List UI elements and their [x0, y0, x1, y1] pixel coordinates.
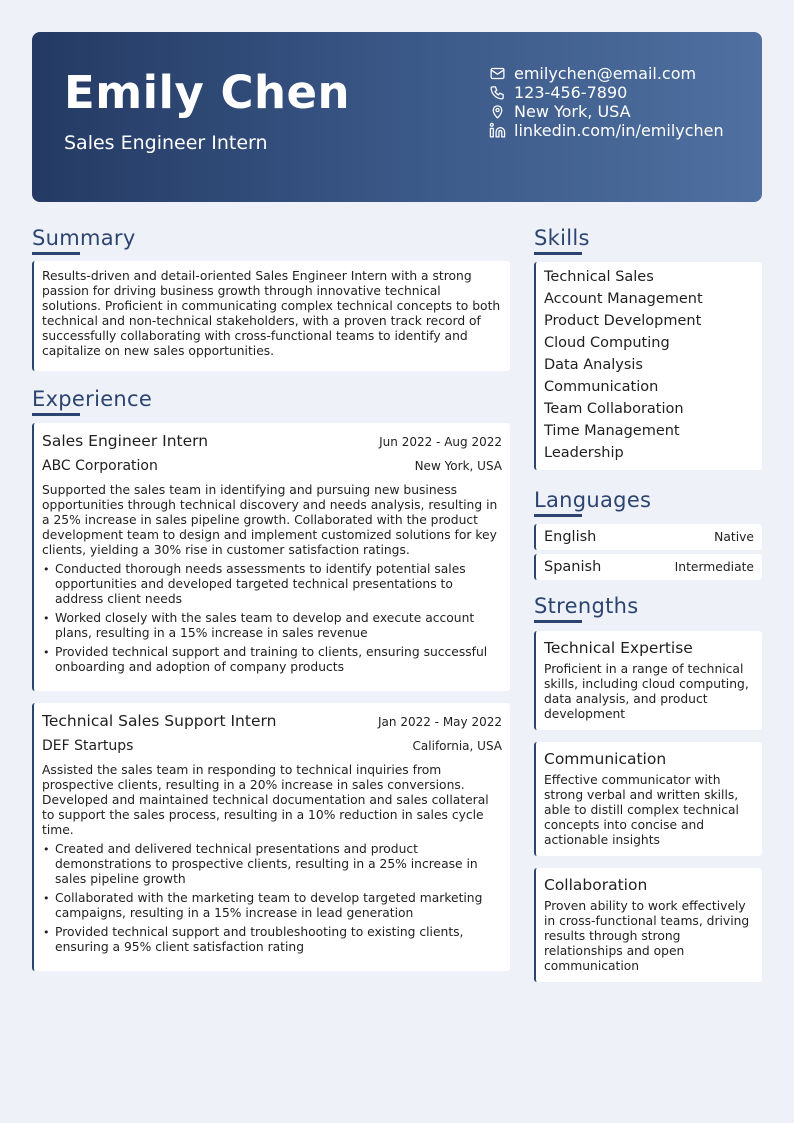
experience-company: ABC Corporation [42, 458, 158, 474]
experience-bullet: • Conducted thorough needs assessments to identify potential sales opportunities and developed targeted technical presentations to address client needs [42, 562, 502, 607]
experience-description: Assisted the sales team in responding to technical inquiries from prospective clients, resulting in a 20% increase in sales conversions. Developed and maintained technical documentation and sales collateral to support the sales process, resulting in a 10% reduction in sales cycle time. [42, 763, 489, 837]
strength-card [534, 742, 762, 856]
map-pin-icon [489, 103, 506, 120]
candidate-name: Emily Chen [64, 66, 351, 119]
contact-phone-text: 123-456-7890 [514, 83, 628, 102]
strength-title: Collaboration [544, 876, 648, 894]
skill-item: Technical Sales [544, 269, 654, 285]
experience-company: DEF Startups [42, 738, 134, 754]
skill-item: Account Management [544, 291, 703, 307]
contact-email[interactable] [489, 64, 724, 83]
experience-location: New York, USA [414, 459, 502, 473]
language-level: Intermediate [674, 560, 754, 574]
contact-linkedin[interactable] [489, 121, 724, 140]
language-name: English [544, 529, 597, 545]
experience-bullet: • Created and delivered technical presentations and product demonstrations to prospective clients, resulting in a 25% increase in sales pipeline growth [42, 842, 502, 887]
summary-card [32, 261, 510, 371]
experience-description: Supported the sales team in identifying and pursuing new business opportunities through technical discovery and needs analysis, resulting in a 25% increase in sales pipeline growth. Collaborated with the product development team to design and implement customized solutions for key clients, yielding a 30% rise in customer satisfaction ratings. [42, 483, 498, 557]
skills-heading: Skills [534, 226, 762, 257]
experience-bullet: • Provided technical support and training to clients, ensuring successful onboarding and adoption of company products [42, 645, 502, 675]
language-name: Spanish [544, 559, 602, 575]
strength-title: Communication [544, 750, 667, 768]
contact-email-text: emilychen@email.com [514, 64, 697, 83]
skills-card [534, 262, 762, 470]
experience-entry [32, 703, 510, 971]
skill-item: Product Development [544, 313, 702, 329]
resume-header [32, 32, 762, 202]
skill-item: Leadership [544, 445, 624, 461]
summary-text: Results-driven and detail-oriented Sales Engineer Intern with a strong passion for driving business growth through innovative technical solutions. Proficient in communicating complex technical concepts to both technical and non-technical stakeholders, with a proven track record of successfully collaborating with cross-functional teams to identify and capitalize on new sales opportunities. [42, 269, 501, 358]
contact-list [489, 64, 724, 140]
language-item [534, 524, 762, 550]
candidate-title: Sales Engineer Intern [64, 132, 268, 154]
experience-role: Sales Engineer Intern [42, 432, 209, 450]
experience-bullet: • Worked closely with the sales team to develop and execute account plans, resulting in a 15% increase in sales revenue [42, 611, 502, 641]
contact-location [489, 102, 724, 121]
strength-title: Technical Expertise [544, 639, 693, 657]
strengths-heading: Strengths [534, 594, 762, 625]
experience-bullets [42, 562, 502, 675]
contact-linkedin-text: linkedin.com/in/emilychen [514, 121, 724, 140]
languages-list [534, 524, 762, 580]
skill-item: Team Collaboration [544, 401, 684, 417]
strength-description: Proficient in a range of technical skills, including cloud computing, data analysis, and product development [544, 662, 749, 721]
experience-bullet: • Provided technical support and troubleshooting to existing clients, ensuring a 95% client satisfaction rating [42, 925, 502, 955]
skill-item: Data Analysis [544, 357, 643, 373]
strength-description: Proven ability to work effectively in cross-functional teams, driving results through strong relationships and open communication [544, 899, 750, 973]
skill-item: Time Management [544, 423, 680, 439]
phone-icon [489, 84, 506, 101]
experience-location: California, USA [412, 739, 502, 753]
summary-heading: Summary [32, 226, 510, 257]
language-level: Native [714, 530, 754, 544]
experience-entry [32, 423, 510, 691]
linkedin-icon [489, 122, 506, 139]
sidebar-column [534, 226, 762, 994]
experience-dates: Jan 2022 - May 2022 [378, 715, 502, 729]
strength-description: Effective communicator with strong verbal and written skills, able to distill complex technical concepts into concise and actionable insights [544, 773, 739, 847]
skill-item: Cloud Computing [544, 335, 670, 351]
skill-item: Communication [544, 379, 659, 395]
strengths-list [534, 631, 762, 982]
experience-heading: Experience [32, 387, 510, 418]
language-item [534, 554, 762, 580]
mail-icon [489, 65, 506, 82]
main-column [32, 226, 510, 971]
contact-location-text: New York, USA [514, 102, 631, 121]
strength-card [534, 631, 762, 730]
experience-role: Technical Sales Support Intern [42, 712, 277, 730]
contact-phone[interactable] [489, 83, 724, 102]
experience-bullets [42, 842, 502, 955]
strength-card [534, 868, 762, 982]
experience-bullet: • Collaborated with the marketing team to develop targeted marketing campaigns, resulting in a 15% increase in lead generation [42, 891, 502, 921]
experience-dates: Jun 2022 - Aug 2022 [379, 435, 502, 449]
languages-heading: Languages [534, 488, 762, 519]
